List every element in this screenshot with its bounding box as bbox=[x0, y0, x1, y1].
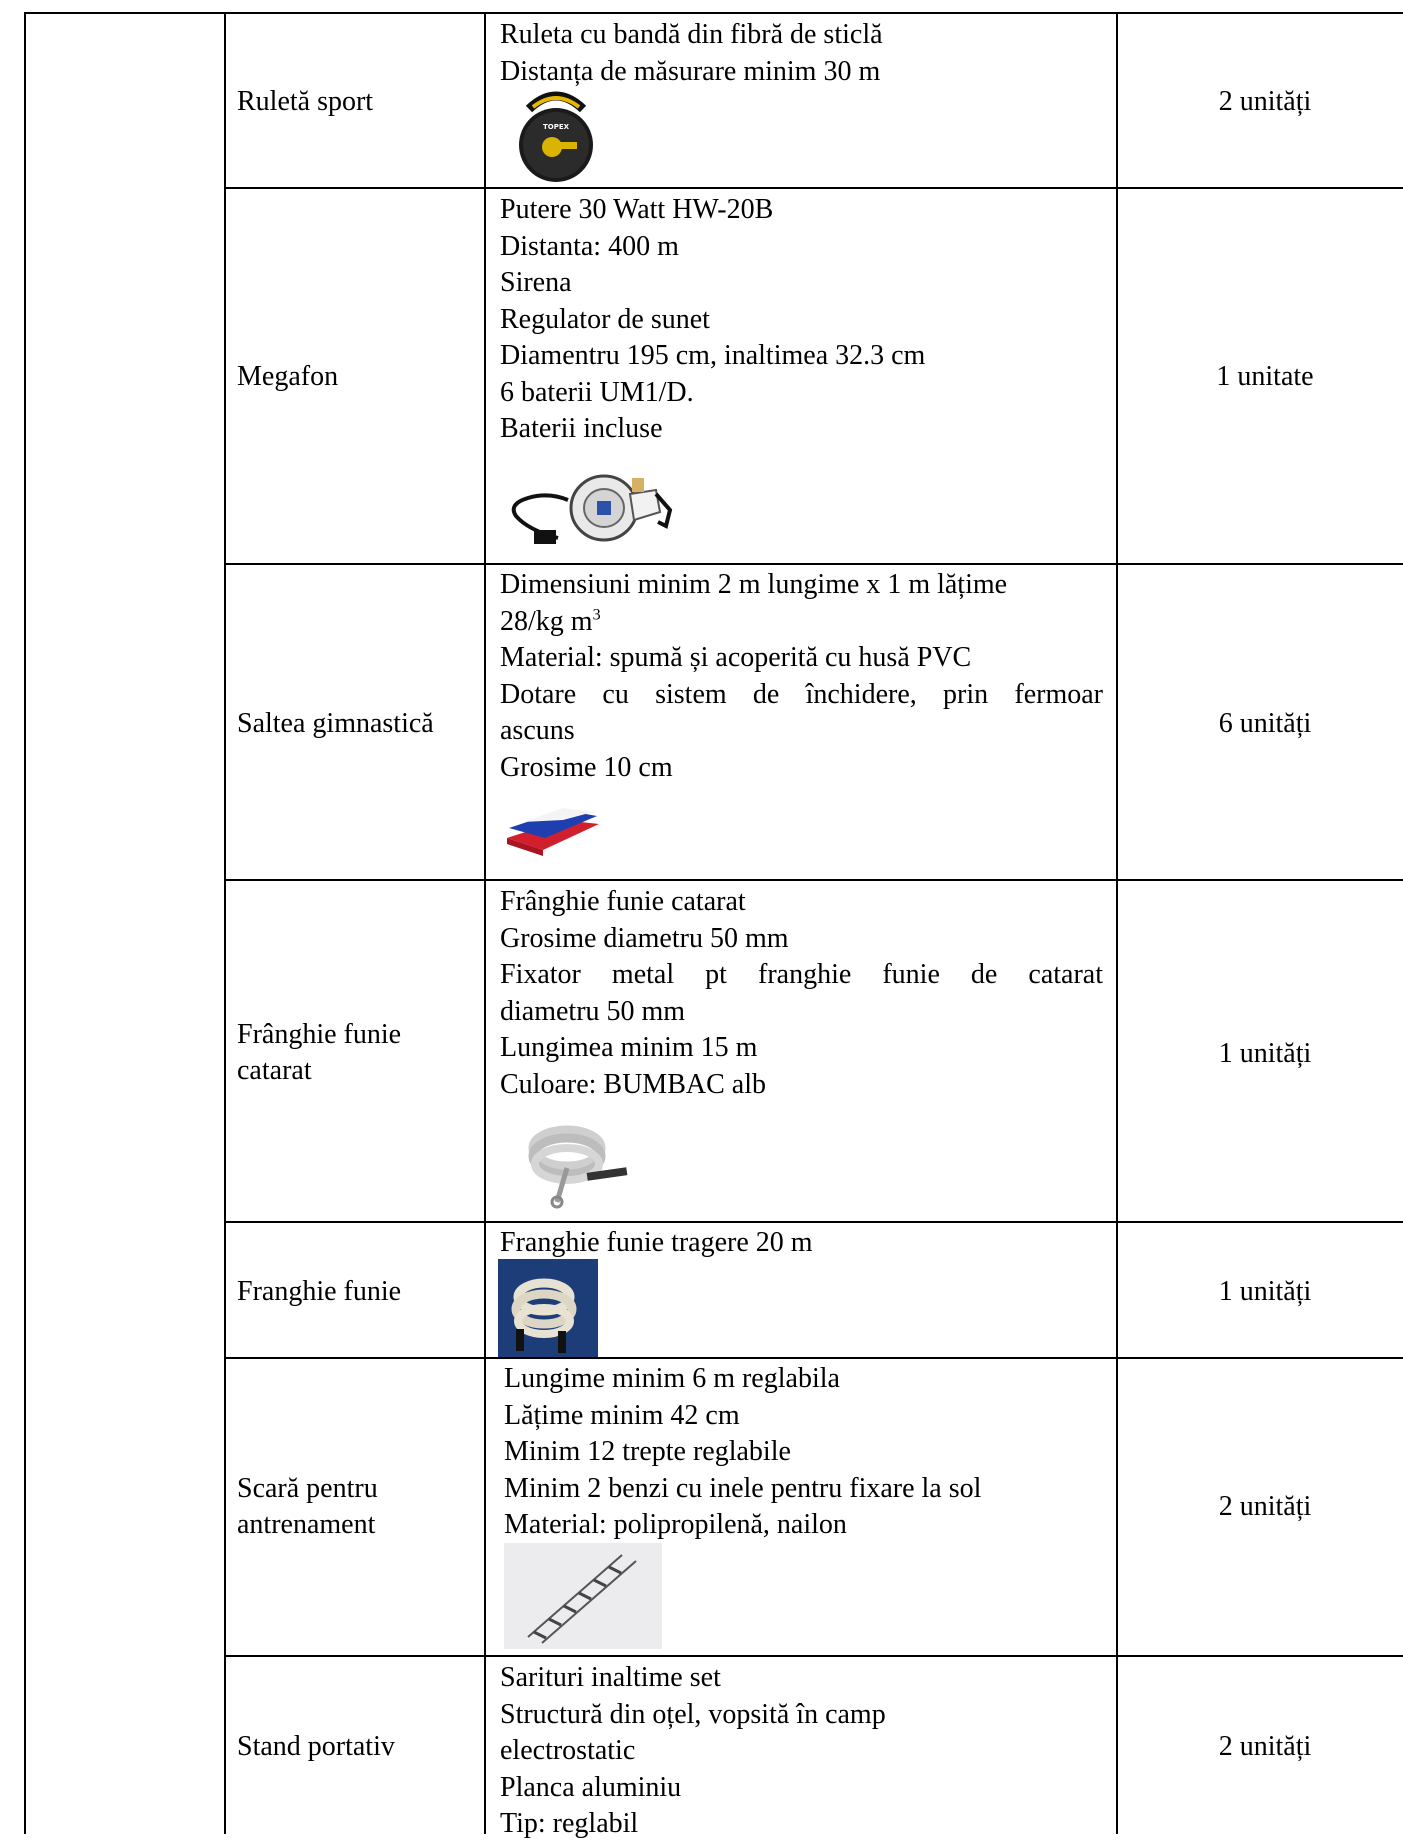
row-divider bbox=[224, 1655, 1403, 1657]
spec-line: Lungime minim 6 m reglabila bbox=[504, 1363, 840, 1394]
item-spec bbox=[504, 1361, 1107, 1544]
spec-line: Minim 2 benzi cu inele pentru fixare la sol bbox=[504, 1472, 982, 1504]
item-name: Megafon bbox=[237, 361, 339, 392]
spec-line: Dimensiuni minim 2 m lungime x 1 m lățime bbox=[500, 569, 1008, 600]
item-name bbox=[237, 1017, 401, 1089]
spec-line: Material: polipropilenă, nailon bbox=[504, 1509, 847, 1540]
item-quantity: 2 unități bbox=[1218, 1731, 1312, 1762]
item-name: Saltea gimnastică bbox=[237, 708, 434, 739]
column-divider bbox=[1116, 12, 1118, 1834]
climbing-rope-photo bbox=[527, 1120, 637, 1215]
spec-line: Distanța de măsurare minim 30 m bbox=[500, 55, 881, 87]
spec-line: Lățime minim 42 cm bbox=[504, 1399, 740, 1431]
item-spec bbox=[500, 1660, 1103, 1843]
spec-line: Minim 12 trepte reglabile bbox=[504, 1436, 791, 1467]
row-divider bbox=[224, 879, 1403, 881]
item-spec bbox=[500, 1225, 1103, 1262]
spec-line: Sirena bbox=[500, 267, 572, 298]
spec-line: electrostatic bbox=[500, 1735, 636, 1766]
spec-line: Tip: reglabil bbox=[500, 1808, 639, 1839]
spec-line: ascuns bbox=[500, 715, 575, 746]
item-spec bbox=[500, 567, 1103, 786]
spec-line: Grosime 10 cm bbox=[500, 751, 673, 783]
spec-line: Diamentru 195 cm, inaltimea 32.3 cm bbox=[500, 340, 926, 371]
item-name: Stand portativ bbox=[237, 1731, 395, 1762]
tape-measure-photo bbox=[515, 87, 597, 188]
item-name: Franghie funie bbox=[237, 1276, 402, 1307]
spec-line: Material: spumă și acoperită cu husă PVC bbox=[500, 642, 972, 673]
row-divider bbox=[224, 1221, 1403, 1223]
spec-line: Frânghie funie catarat bbox=[500, 886, 746, 917]
spec-line: 6 baterii UM1/D. bbox=[500, 376, 694, 408]
item-quantity: 1 unități bbox=[1218, 1038, 1312, 1069]
spec-line: Franghie funie tragere 20 m bbox=[500, 1227, 813, 1258]
item-quantity: 2 unități bbox=[1218, 86, 1312, 117]
item-spec bbox=[500, 884, 1103, 1103]
row-divider bbox=[224, 1357, 1403, 1359]
spec-line: Putere 30 Watt HW-20B bbox=[500, 194, 774, 225]
item-quantity: 1 unități bbox=[1218, 1276, 1312, 1307]
superscript: 3 bbox=[592, 606, 601, 624]
item-spec bbox=[500, 192, 1103, 448]
table-border-left bbox=[24, 12, 26, 1834]
spec-line: Ruleta cu bandă din fibră de sticlă bbox=[500, 19, 883, 50]
spec-line: Culoare: BUMBAC alb bbox=[500, 1068, 766, 1100]
spec-line: Planca aluminiu bbox=[500, 1771, 682, 1803]
item-name-line: Frânghie funie bbox=[237, 1019, 402, 1050]
spec-line: Structură din oțel, vopsită în camp bbox=[500, 1698, 886, 1730]
agility-ladder-photo bbox=[504, 1543, 662, 1654]
svg-text:TOPEX: TOPEX bbox=[542, 123, 570, 131]
row-divider bbox=[224, 187, 1403, 189]
table-border-top bbox=[24, 12, 1403, 14]
gym-mat-photo bbox=[503, 790, 603, 865]
column-divider bbox=[484, 12, 486, 1834]
spec-line: Fixator metal pt franghie funie de catarat bbox=[500, 959, 1103, 990]
row-divider bbox=[224, 563, 1403, 565]
item-name-line: catarat bbox=[237, 1055, 312, 1086]
spec-line: Lungimea minim 15 m bbox=[500, 1032, 758, 1063]
megaphone-photo bbox=[508, 470, 678, 565]
item-quantity: 2 unități bbox=[1218, 1491, 1312, 1522]
pull-rope-photo bbox=[498, 1259, 598, 1362]
item-name-line: Scară pentru bbox=[237, 1473, 378, 1504]
item-quantity: 6 unități bbox=[1218, 708, 1312, 739]
item-name-line: antrenament bbox=[237, 1509, 376, 1540]
spec-line: Sarituri inaltime set bbox=[500, 1662, 721, 1693]
item-name: Ruletă sport bbox=[237, 86, 374, 117]
spec-line: diametru 50 mm bbox=[500, 995, 686, 1027]
spec-text: 28/kg m bbox=[500, 605, 593, 637]
item-spec bbox=[500, 17, 1103, 90]
item-name bbox=[237, 1471, 378, 1543]
spec-line: Regulator de sunet bbox=[500, 303, 710, 335]
spec-line: Dotare cu sistem de închidere, prin fermoar bbox=[500, 678, 1103, 710]
spec-line: Grosime diametru 50 mm bbox=[500, 922, 789, 954]
spec-line: Distanta: 400 m bbox=[500, 230, 679, 262]
spec-line bbox=[500, 604, 1103, 641]
spec-line: Baterii incluse bbox=[500, 413, 663, 444]
column-divider bbox=[224, 12, 226, 1834]
item-quantity: 1 unitate bbox=[1216, 361, 1314, 392]
